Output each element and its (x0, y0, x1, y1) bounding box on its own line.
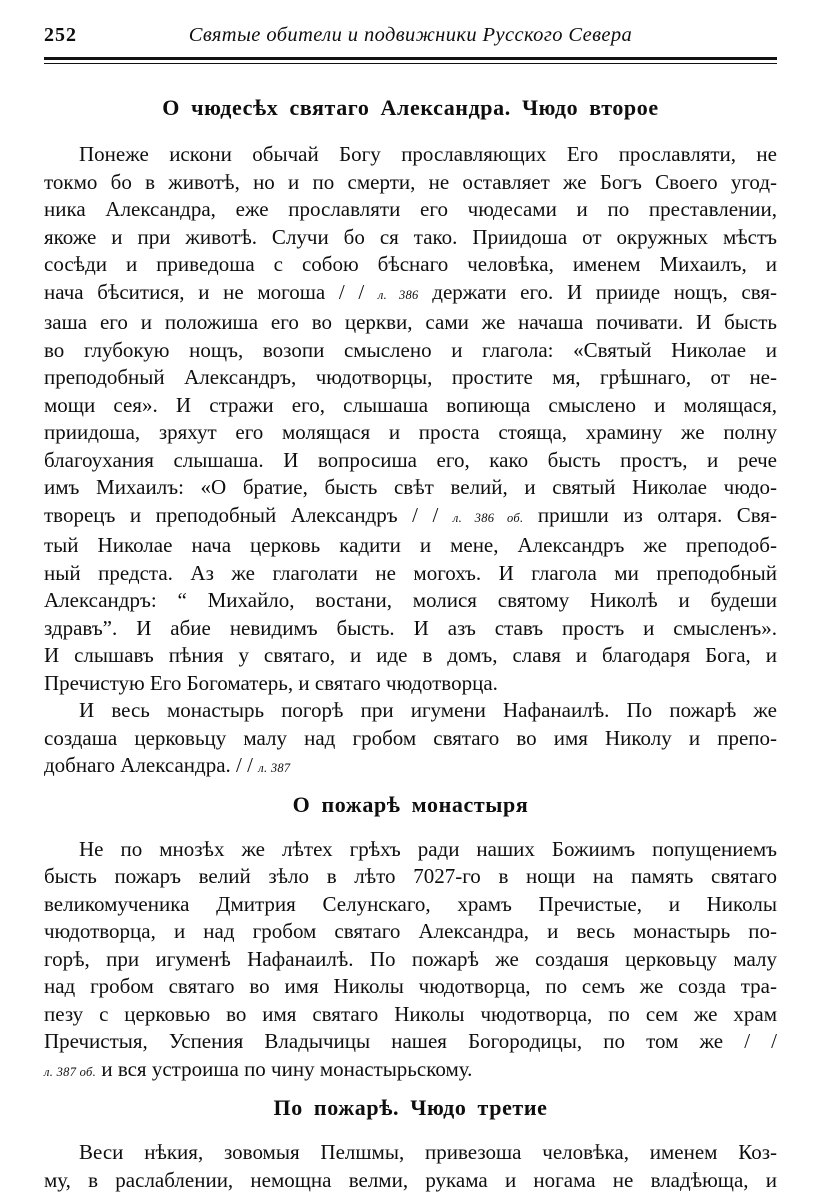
folio-marker: л. 387 об. (44, 1064, 97, 1079)
running-title: Святые обители и подвижники Русского Севера (188, 24, 633, 46)
text-line: чюдотворца, и над гробом святаго Александра, и весь монастырь по- (44, 919, 777, 943)
folio-marker: л. 386 (377, 287, 419, 302)
text-line: здравъ”. И абие невидимъ бысть. И азъ ставъ простъ и смысленъ». (44, 615, 777, 640)
text-line: Александръ: “ Михайло, востани, молися святому Николѣ и будеши (44, 588, 777, 612)
text-line: преподобный Александръ, чюдотворцы, простите мя, грѣшнаго, от не- (44, 365, 777, 389)
text-line: ника Александра, еже прославляти его чюдесами и по преставлении, (44, 197, 777, 221)
text-line: благоухания слышаша. И вопросиша его, како бысть простъ, и рече (44, 447, 777, 472)
paragraph (44, 697, 777, 783)
sections (44, 93, 777, 1194)
text-line: Не по мнозѣх же лѣтех грѣхъ ради наших Божиимъ попущениемъ (79, 836, 777, 861)
text-line: Пречистыя, Успения Владычицы нашея Богородицы, по том же / / (44, 1029, 777, 1053)
text-line: ный предста. Аз же глаголати не могохъ. И глагола ми преподобный (44, 560, 777, 585)
paragraph (44, 141, 777, 697)
text-line: во глубокую нощъ, возопи смыслено и глагола: «Святый Николае и (44, 337, 777, 362)
text-line: сосѣди и приведоша с собою бѣснаго человѣка, именем Михаилъ, и (44, 252, 777, 276)
text-line: И весь монастырь погорѣ при игумени Нафанаилѣ. По пожарѣ же (79, 698, 777, 722)
text-line: творецъ и преподобный Александръ / / л. 386 об. пришли из олтаря. Свя- (44, 502, 778, 527)
text-line: токмо бо в животѣ, но и по смерти, не оставляет же Богъ Своего угод- (44, 169, 777, 194)
text-line: мощи сея». И стражи его, слышаша вопиюща смыслено и молящася, (44, 392, 777, 417)
folio-marker: л. 386 об. (452, 510, 524, 525)
text-line: добнаго Александра. / / л. 387 (44, 753, 291, 777)
section (44, 1093, 777, 1194)
text-line: пезу с церковью во имя святаго Николы чюдотворца, по сем же храм (44, 1001, 777, 1026)
section (44, 93, 777, 783)
text-line: имъ Михаилъ: «О братие, бысть свѣт велий, и святый Николае чюдо- (44, 475, 777, 499)
paragraph (44, 1139, 777, 1194)
text-line: над гробом святаго во имя Николы чюдотворца, по семъ же созда тра- (44, 974, 777, 998)
page-header (44, 24, 777, 51)
text-line: якоже и при животѣ. Случи бо ся тако. Приидоша от окружных мѣстъ (44, 224, 777, 249)
text-line: Веси нѣкия, зовомыя Пелшмы, привезоша человѣка, именем Коз- (79, 1140, 777, 1164)
paragraph (44, 836, 777, 1087)
text-line: нача бѣситися, и не могоша / / л. 386 держати его. И прииде нощъ, свя- (44, 279, 777, 304)
text-line: приидоша, зряхут его молящася и проста стояща, храмину же полну (44, 420, 777, 444)
text-line: заша его и положиша его во церкви, сами же начаша почивати. И бысть (44, 310, 777, 334)
text-line: И слышавъ пѣния у святаго, и иде в домъ, славя и благодаря Бога, и (44, 643, 777, 667)
section-heading: По пожарѣ. Чюдо третие (273, 1095, 548, 1120)
text-line: л. 387 об. и вся устроиша по чину монастырьскому. (44, 1056, 473, 1081)
folio-marker: л. 387 (258, 761, 291, 775)
section-heading: О пожарѣ монастыря (292, 791, 529, 817)
text-line: тый Николае нача церковь кадити и мене, Александръ же преподоб- (44, 533, 777, 557)
text-line: Пречистую Его Богоматерь, и святаго чюдотворца. (44, 670, 498, 695)
header-rule (44, 57, 777, 64)
text-line: бысть пожаръ велий зѣло в лѣто 7027-го в нощи на память святаго (44, 864, 777, 888)
page-number: 252 (44, 24, 77, 46)
section-heading: О чюдесѣх святаго Александра. Чюдо второе (162, 95, 659, 120)
text-line: му, в раслаблении, немощна велми, рукама и ногама не владѣюща, и (44, 1167, 777, 1192)
text-line: великомученика Дмитрия Селунскаго, храмъ Пречистые, и Николы (44, 891, 777, 916)
text-line: создаша церковьцу малу над гробом святаго во имя Николу и препо- (44, 725, 777, 750)
text-line: горѣ, при игуменѣ Нафанаилѣ. По пожарѣ же создашя церковьцу малу (44, 946, 777, 971)
section (44, 790, 777, 1087)
text-line: Понеже искони обычай Богу прославляющих Его прославляти, не (79, 142, 777, 166)
